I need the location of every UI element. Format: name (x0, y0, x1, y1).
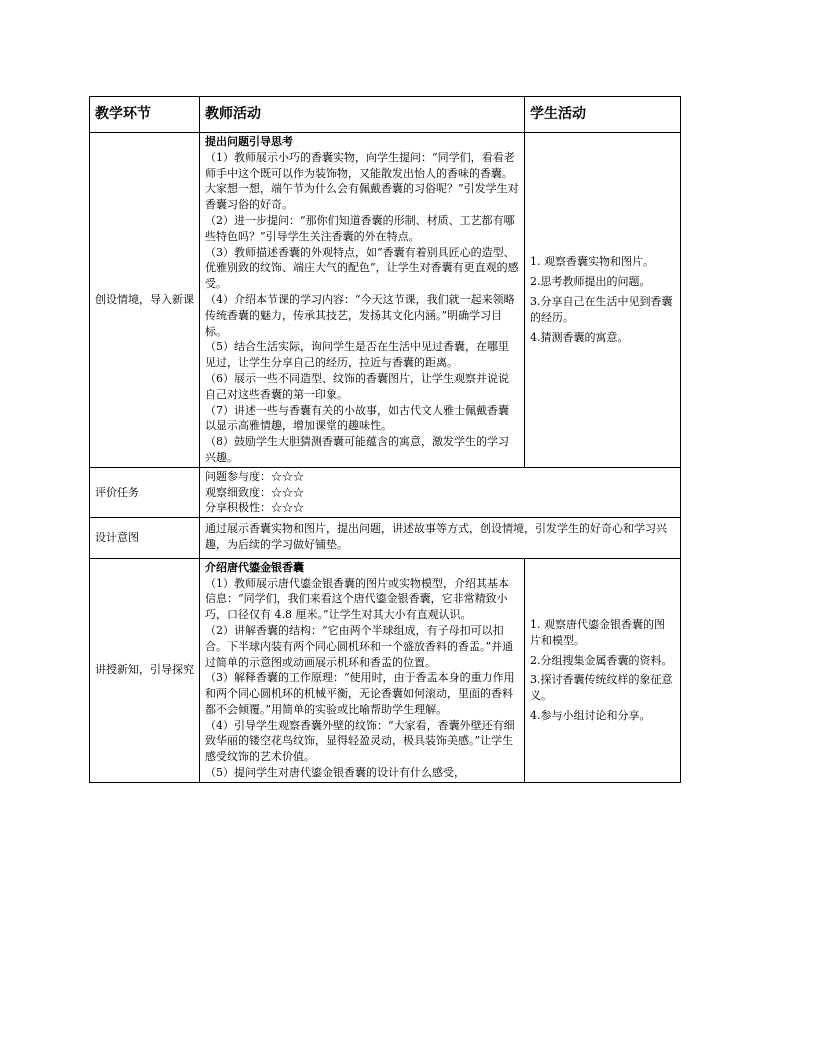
evaluation-item: 问题参与度：☆☆☆ (205, 469, 304, 483)
design-intent-text: 通过展示香囊实物和图片，提出问题，讲述故事等方式，创设情境，引发学生的好奇心和学习兴趣，为后续的学习做好铺垫。 (205, 522, 667, 551)
table-row (90, 467, 681, 517)
table-row (90, 133, 681, 468)
teacher-step: （1）教师展示唐代鎏金银香囊的图片或实物模型，介绍其基本信息：“同学们，我们来看这个唐代鎏金银香囊，它非常精致小巧，口径仅有 4.8 厘米。”让学生对其大小有直观认识。 (205, 576, 509, 622)
student-activity-cell (525, 133, 681, 468)
teacher-step: （5）结合生活实际，询问学生是否在生活中见过香囊，在哪里见过，让学生分享自己的经历，拉近与香囊的距离。 (205, 340, 509, 370)
student-step: 2.思考教师提出的问题。 (530, 275, 651, 289)
teacher-activity-cell (200, 558, 525, 782)
stage-label: 设计意图 (90, 518, 200, 559)
table-header-row (90, 97, 681, 133)
teacher-step: （2）讲解香囊的结构：“它由两个半球组成，有子母扣可以扣合。下半球内装有两个同心圆机环和一个盛放香料的香盂。”并通过简单的示意图或动画展示机环和香盂的位置。 (205, 623, 514, 669)
teacher-step: （5）提问学生对唐代鎏金银香囊的设计有什么感受， (205, 766, 465, 780)
header-stage: 教学环节 (90, 97, 200, 133)
teacher-step: （8）鼓励学生大胆猜测香囊可能蕴含的寓意，激发学生的学习兴趣。 (205, 435, 509, 464)
student-step: 1. 观察香囊实物和图片。 (530, 255, 654, 269)
table-row (90, 518, 681, 559)
evaluation-cell (200, 467, 681, 517)
header-student-activity: 学生活动 (525, 97, 681, 133)
teacher-step: （4）介绍本节课的学习内容：“今天这节课，我们就一起来领略传统香囊的魅力，传承其技艺，发扬其文化内涵。”明确学习目标。 (205, 292, 515, 338)
student-step: 3.分享自己在生活中见到香囊的经历。 (530, 294, 673, 324)
teacher-step: （2）进一步提问：“那你们知道香囊的形制、材质、工艺都有哪些特色吗？”引导学生关注香囊的外在特点。 (205, 213, 515, 243)
header-teacher-activity: 教师活动 (200, 97, 525, 133)
student-step: 1. 观察唐代鎏金银香囊的图片和模型。 (530, 617, 665, 647)
student-activity-cell (525, 558, 681, 782)
teacher-step: （4）引导学生观察香囊外壁的纹饰：“大家看，香囊外壁还有细致华丽的镂空花鸟纹饰，显得轻盈灵动，极具装饰美感。”让学生感受纹饰的艺术价值。 (205, 718, 515, 764)
stage-label: 评价任务 (90, 467, 200, 517)
evaluation-item: 分享积极性：☆☆☆ (205, 501, 304, 515)
student-step: 3.探讨香囊传统纹样的象征意义。 (530, 673, 673, 703)
teacher-activity-cell (200, 133, 525, 468)
teacher-step: （3）教师描述香囊的外观特点，如“香囊有着别具匠心的造型、优雅别致的纹饰、端庄大气的配色”，让学生对香囊有更直观的感受。 (205, 245, 519, 291)
section-title: 提出问题引导思考 (205, 135, 293, 148)
evaluation-item: 观察细致度：☆☆☆ (205, 485, 304, 499)
student-step: 4.猜测香囊的寓意。 (530, 330, 629, 344)
teacher-step: （1）教师展示小巧的香囊实物，向学生提问：“同学们，看看老师手中这个既可以作为装饰物，又能散发出怡人的香味的香囊。大家想一想，端午节为什么会有佩戴香囊的习俗呢？”引发学生对香囊习俗的好奇。 (205, 150, 519, 212)
stage-label: 创设情境，导入新课 (90, 133, 200, 468)
student-step: 4.参与小组讨论和分享。 (530, 708, 651, 722)
teacher-step: （7）讲述一些与香囊有关的小故事，如古代文人雅士佩戴香囊以显示高雅情趣，增加课堂的趣味性。 (205, 403, 509, 433)
table-row (90, 558, 681, 782)
section-title: 介绍唐代鎏金银香囊 (205, 560, 304, 574)
student-step: 2.分组搜集金属香囊的资料。 (530, 653, 673, 667)
teacher-step: （6）展示一些不同造型、纹饰的香囊图片，让学生观察并说说自己对这些香囊的第一印象。 (205, 371, 509, 401)
stage-label: 讲授新知，引导探究 (90, 558, 200, 782)
lesson-plan-table (89, 96, 681, 783)
teacher-step: （3）解释香囊的工作原理：“使用时，由于香盂本身的重力作用和两个同心圆机环的机械平衡，无论香囊如何滚动，里面的香料都不会倾覆。”用简单的实验或比喻帮助学生理解。 (205, 671, 515, 716)
design-intent-cell (200, 518, 681, 559)
